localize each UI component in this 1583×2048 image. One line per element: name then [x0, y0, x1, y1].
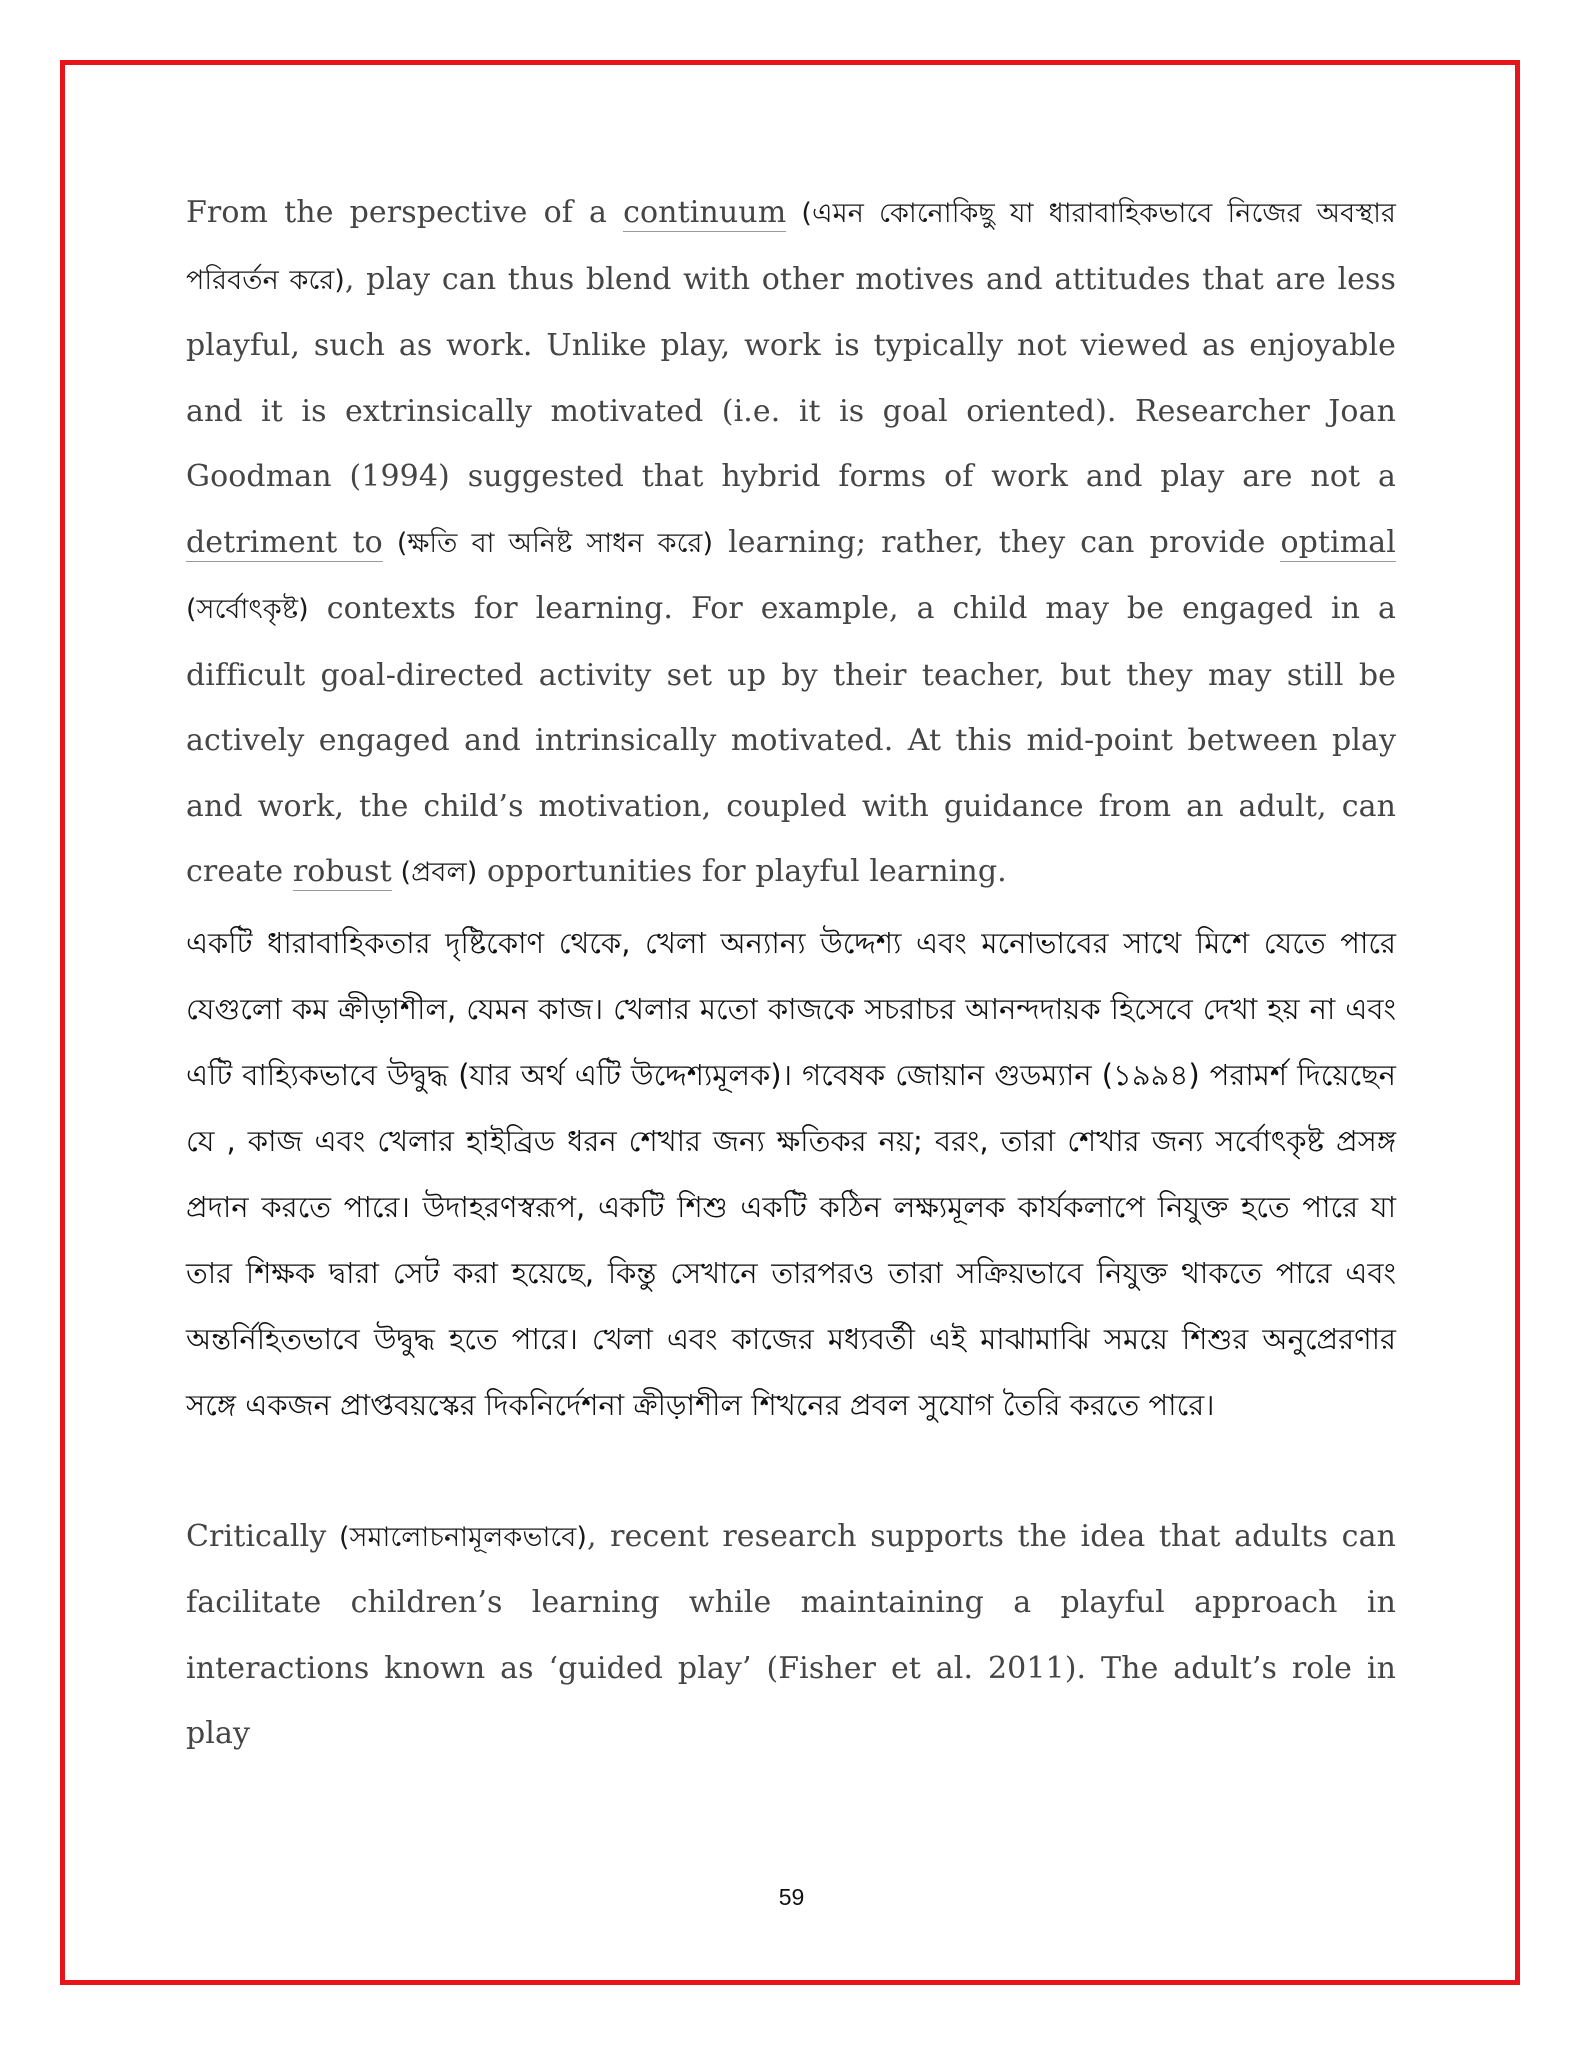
bengali-translation-paragraph: একটি ধারাবাহিকতার দৃষ্টিকোণ থেকে, খেলা অন্যান্য উদ্দেশ্য এবং মনোভাবের সাথে মিশে যেতে পারে যেগুলো কম ক্রীড়াশীল, যেমন কাজ। খেলার মতো কাজকে সচরাচর আনন্দদায়ক হিসেবে দেখা হয় না এবং এটি বাহ্যিকভাবে উদ্বুদ্ধ (যার অর্থ এটি উদ্দেশ্যমূলক)। গবেষক জোয়ান গুডম্যান (১৯৯৪) পরামর্শ দিয়েছেন যে , কাজ এবং খেলার হাইব্রিড ধরন শেখার জন্য ক্ষতিকর নয়; বরং, তারা শেখার জন্য সর্বোৎকৃষ্ট প্রসঙ্গ প্রদান করতে পারে। উদাহরণস্বরূপ, একটি শিশু একটি কঠিন লক্ষ্যমূলক কার্যকলাপে নিযুক্ত হতে পারে যা তার শিক্ষক দ্বারা সেট করা হয়েছে, কিন্তু সেখানে তারপরও তারা সক্রিয়ভাবে নিযুক্ত থাকতে পারে এবং অন্তর্নিহিতভাবে উদ্বুদ্ধ হতে পারে। খেলা এবং কাজের মধ্যবর্তী এই মাঝামাঝি সময়ে শিশুর অনুপ্রেরণার সঙ্গে একজন প্রাপ্তবয়স্কের দিকনির্দেশনা ক্রীড়াশীল শিখনের প্রবল সুযোগ তৈরি করতে পারে।: [186, 925, 1396, 1422]
text-run: , recent research supports the idea that adults can facilitate children’s learning while maintaining a playful approach in interactions known as ‘guided play’ (Fisher et al. 2011). The adult’s role in play: [186, 1518, 1396, 1751]
gloss-robust: (প্রবল): [391, 857, 478, 888]
text-run: contexts for learning. For example, a child may be engaged in a difficult goal-directed activity set up by their teacher, but they may still be actively engaged and intrinsically motivated. At this mid-point between play and work, the child’s motivation, coupled with guidance from an adult, can create: [186, 591, 1396, 889]
gloss-continuum: (এমন কোনোকিছু যা ধারাবাহিকভাবে নিজের অবস্থার পরিবর্তন করে): [186, 198, 1397, 296]
page-content: [186, 180, 1396, 1767]
gloss-detriment-to: (ক্ষতি বা অনিষ্ট সাধন করে): [382, 527, 714, 559]
text-run: , play can thus blend with other motives and attitudes that are less playful, such as work. Unlike play, work is typically not viewed as enjoyable and it is extrinsically motivated (i.e. it is goal oriented). Researcher Joan Goodman (1994) suggested that hybrid forms of work and play are not a: [186, 261, 1396, 494]
gloss-optimal: (সর্বোৎকৃষ্ট): [186, 594, 309, 625]
english-paragraph-2: [186, 1504, 1396, 1767]
text-run: learning; rather, they can provide: [713, 524, 1281, 560]
english-paragraph-1: [186, 180, 1396, 906]
text-run: Critically: [186, 1518, 327, 1554]
term-continuum: continuum: [623, 195, 787, 230]
gloss-critically: (সমালোচনামূলকভাবে): [326, 1521, 588, 1553]
paragraph-spacer: [186, 1438, 1396, 1504]
term-robust: robust: [292, 854, 392, 889]
term-optimal: optimal: [1280, 524, 1396, 560]
text-run: opportunities for playful learning.: [477, 854, 1007, 889]
text-run: From the perspective of a: [186, 195, 624, 230]
page-number: 59: [778, 1884, 805, 1910]
term-detriment-to: detriment to: [186, 524, 383, 560]
